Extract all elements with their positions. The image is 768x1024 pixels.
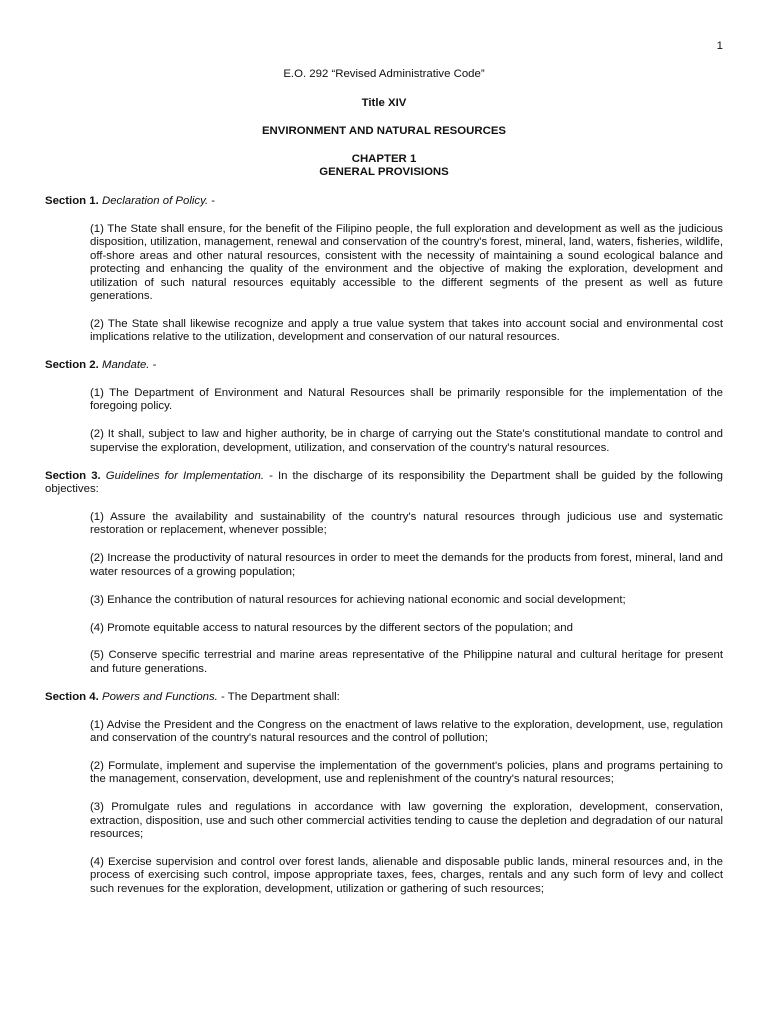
section-3-item-5: (5) Conserve specific terrestrial and marine areas representative of the Philippine natural and cultural heritage for present and future generations.: [90, 649, 723, 675]
section-3-item-4: (4) Promote equitable access to natural resources by the different sectors of the population; and: [90, 621, 573, 634]
section-heading: Mandate.: [101, 359, 150, 372]
section-4-item-2: (2) Formulate, implement and supervise the implementation of the government's policies, plans and programs pertaining to the management, conservation, development, use and replenishment of the country's natural resources;: [90, 759, 723, 786]
section-2-item-2: (2) It shall, subject to law and higher authority, be in charge of carrying out the State's constitutional mandate to control and supervise the exploration, development, utilization, and conservation of the country's natural resources.: [90, 428, 723, 454]
section-1: [45, 195, 723, 208]
section-intro: - The Department shall:: [217, 690, 340, 703]
section-heading: Declaration of Policy.: [101, 195, 209, 207]
chapter-number: CHAPTER 1: [351, 153, 417, 165]
section-intro: - In the discharge of its responsibility the Department shall be guided by the following objectives:: [45, 469, 723, 496]
section-heading: Guidelines for Implementation.: [105, 469, 265, 482]
section-4-item-4: (4) Exercise supervision and control over forest lands, alienable and disposable public lands, mineral resources and, in the process of exercising such control, impose appropriate taxes, fees, charges, rentals and any such form of levy and collect such revenues for the exploration, development, utilization or gathering of such resources;: [90, 856, 723, 895]
section-1-item-1: (1) The State shall ensure, for the benefit of the Filipino people, the full exploration and development as well as the judicious disposition, utilization, management, renewal and conservation of the country's forest, mineral, land, waters, fisheries, wildlife, off-shore areas and other natural resources, consistent with the necessity of maintaining a sound ecological balance and protecting and enhancing the quality of the environment and the objective of making the exploration, development and utilization of such natural resources equitably accessible to the different segments of the present as well as future generations.: [90, 222, 723, 302]
section-3-item-1: (1) Assure the availability and sustainability of the country's natural resources through judicious use and systematic restoration or replacement, whenever possible;: [90, 511, 723, 537]
section-4: [45, 691, 723, 704]
section-label: Section 2.: [45, 359, 99, 372]
document-title: E.O. 292 “Revised Administrative Code”: [283, 68, 485, 80]
section-2: [45, 359, 723, 372]
section-label: Section 4.: [45, 690, 99, 703]
document-body: [45, 195, 723, 896]
section-4-item-1: (1) Advise the President and the Congress on the enactment of laws relative to the exploration, development, use, regulation and conservation of the country's natural resources and the control of pollution;: [90, 718, 723, 745]
page-number: 1: [716, 40, 723, 52]
chapter-heading: [0, 153, 768, 180]
section-intro: -: [149, 359, 157, 372]
section-3: [45, 470, 723, 497]
section-heading: Powers and Functions.: [101, 690, 218, 703]
section-label: Section 3.: [45, 469, 101, 482]
subject-heading: ENVIRONMENT AND NATURAL RESOURCES: [261, 125, 507, 137]
section-intro: -: [208, 195, 216, 207]
section-1-item-2: (2) The State shall likewise recognize and apply a true value system that takes into account social and environmental cost implications relative to the utilization, development and conservation of our natural resources.: [90, 317, 723, 344]
title-heading: Title XIV: [361, 97, 407, 109]
chapter-name: GENERAL PROVISIONS: [319, 166, 449, 179]
section-4-item-3: (3) Promulgate rules and regulations in accordance with law governing the exploration, development, conservation, extraction, disposition, use and such other commercial activities tending to cause the depletion and degradation of our natural resources;: [90, 801, 723, 841]
section-3-item-3: (3) Enhance the contribution of natural resources for achieving national economic and social development;: [90, 593, 626, 606]
section-label: Section 1.: [45, 195, 99, 207]
section-3-item-2: (2) Increase the productivity of natural resources in order to meet the demands for the products from forest, mineral, land and water resources of a growing population;: [90, 552, 723, 578]
section-2-item-1: (1) The Department of Environment and Natural Resources shall be primarily responsible for the implementation of the foregoing policy.: [90, 387, 723, 413]
